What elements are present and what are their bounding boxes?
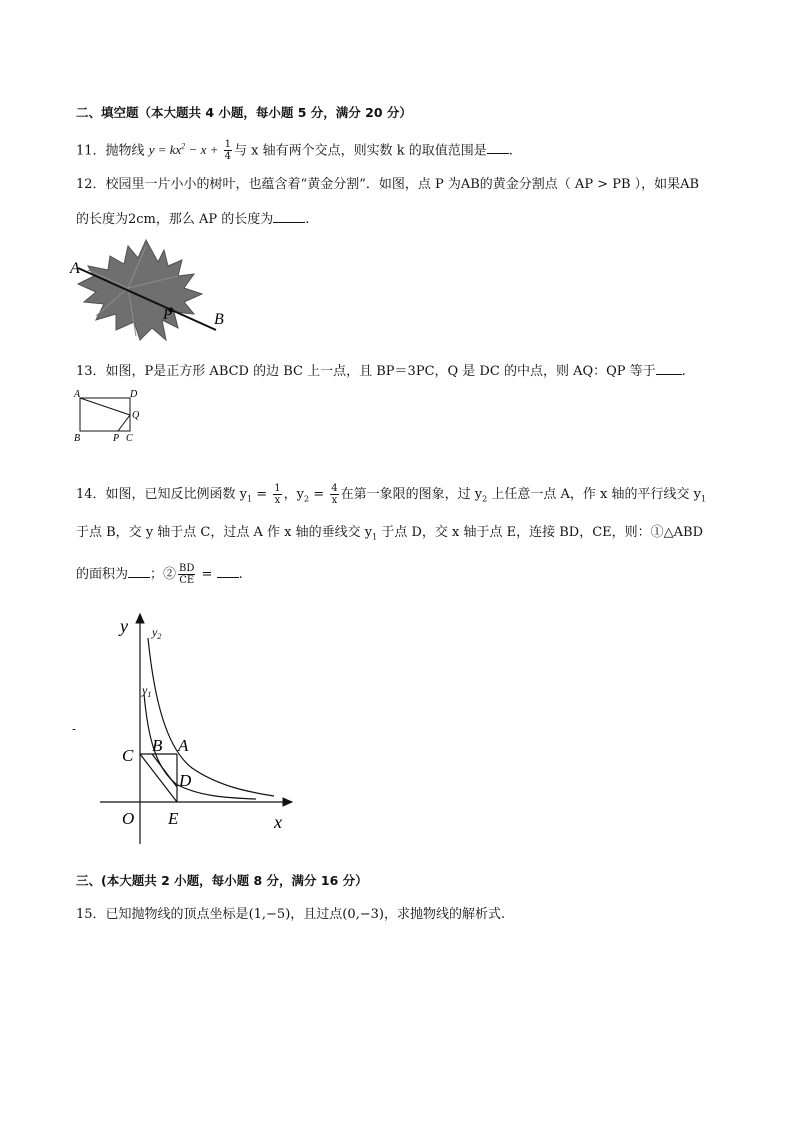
square-abcd — [80, 398, 130, 431]
question-text: 与 x 轴有两个交点，则实数 k 的取值范围是 — [234, 143, 487, 159]
function-graph — [96, 608, 306, 848]
period: . — [508, 143, 513, 159]
segment-qp — [118, 415, 130, 431]
label-b: B — [74, 433, 81, 444]
fraction: $\frac{1}{x}$ — [274, 483, 281, 506]
question-number: 15． — [76, 907, 106, 922]
question-12-line1 — [76, 175, 699, 195]
question-text: 的长度为2cm，那么 AP 的长度为 — [76, 212, 274, 227]
question-13 — [76, 360, 686, 382]
square-figure — [70, 388, 150, 444]
label-p: P — [113, 433, 120, 444]
answer-blank-2[interactable] — [217, 563, 239, 578]
curve-y2 — [148, 638, 274, 796]
section-heading: 三、(本大题共 2 小题，每小题 8 分，满分 16 分） — [76, 873, 368, 888]
label-e: E — [168, 809, 179, 828]
question-text: 抛物线 — [105, 143, 145, 159]
label-a: A — [178, 736, 189, 755]
answer-blank-1[interactable] — [128, 563, 150, 578]
label-p: P — [163, 307, 173, 323]
label-y1: $y_1$ — [142, 683, 152, 699]
question-number: 12． — [76, 177, 106, 192]
fraction: $\frac{4}{x}$ — [331, 483, 338, 506]
label-y-axis: y — [120, 616, 128, 636]
label-a: A — [74, 389, 81, 400]
label-a: A — [70, 260, 80, 277]
label-c: C — [122, 746, 134, 765]
label-o: O — [122, 809, 135, 828]
label-d: D — [179, 771, 192, 790]
question-text: 校园里一片小小的树叶，也蕴含着“黄金分割”．如图，点 P 为AB的黄金分割点（ AP > PB ），如果AB — [105, 177, 700, 192]
question-15: 15．已知抛物线的顶点坐标是(1,−5)，且过点(0,−3)，求抛物线的解析式. — [76, 907, 506, 922]
leaf-shape — [78, 240, 202, 340]
period: . — [681, 364, 686, 379]
vertex-point: (1,−5) — [248, 907, 291, 922]
answer-blank[interactable] — [487, 139, 509, 154]
label-b: B — [152, 736, 163, 755]
question-number: 14． — [76, 487, 106, 502]
label-d: D — [130, 389, 138, 400]
stray-mark: - — [72, 722, 77, 736]
question-12-line2 — [76, 208, 309, 230]
label-c: C — [126, 433, 133, 444]
passing-point: (0,−3) — [342, 907, 385, 922]
period: . — [305, 212, 310, 227]
answer-blank[interactable] — [656, 360, 682, 375]
question-number: 13． — [76, 364, 106, 379]
question-11 — [76, 137, 513, 162]
label-b: B — [214, 311, 224, 328]
equation: $y = kx^2 - x$ + — [148, 142, 222, 158]
fraction: $\frac{BD}{CE}$ — [179, 563, 195, 586]
label-y2: $y_2$ — [152, 625, 162, 641]
question-14-line3: 的面积为 ；② $\frac{BD}{CE}$ = . — [76, 563, 243, 586]
segment-bd — [152, 754, 177, 787]
label-x-axis: x — [274, 812, 282, 832]
label-q: Q — [132, 410, 140, 421]
question-14-line2: 于点 B，交 y 轴于点 C，过点 A 作 x 轴的垂线交 $y_1$ 于点 D，交 x 轴于点 E，连接 BD，CE，则：①△ABD — [76, 525, 704, 542]
fraction: $\frac{1}{4}$ — [224, 139, 231, 163]
answer-blank[interactable] — [273, 208, 305, 223]
question-text: 如图，P是正方形 ABCD 的边 BC 上一点，且 BP＝3PC，Q 是 DC 的中点，则 AQ：QP 等于 — [105, 364, 656, 379]
leaf-figure — [66, 236, 236, 346]
question-number: 11． — [76, 143, 106, 159]
segment-aq — [80, 398, 130, 415]
question-14-line1: 14．如图，已知反比例函数 $y_1$ = $\frac{1}{x}$ ，$y_2$ = $\frac{4}{x}$ 在第一象限的图象，过 $y_2$ 上任意一点 A，作 x 轴的平行线交 $y_1$ — [76, 483, 707, 506]
section-heading: 二、填空题（本大题共 4 小题，每小题 5 分，满分 20 分） — [76, 105, 412, 120]
